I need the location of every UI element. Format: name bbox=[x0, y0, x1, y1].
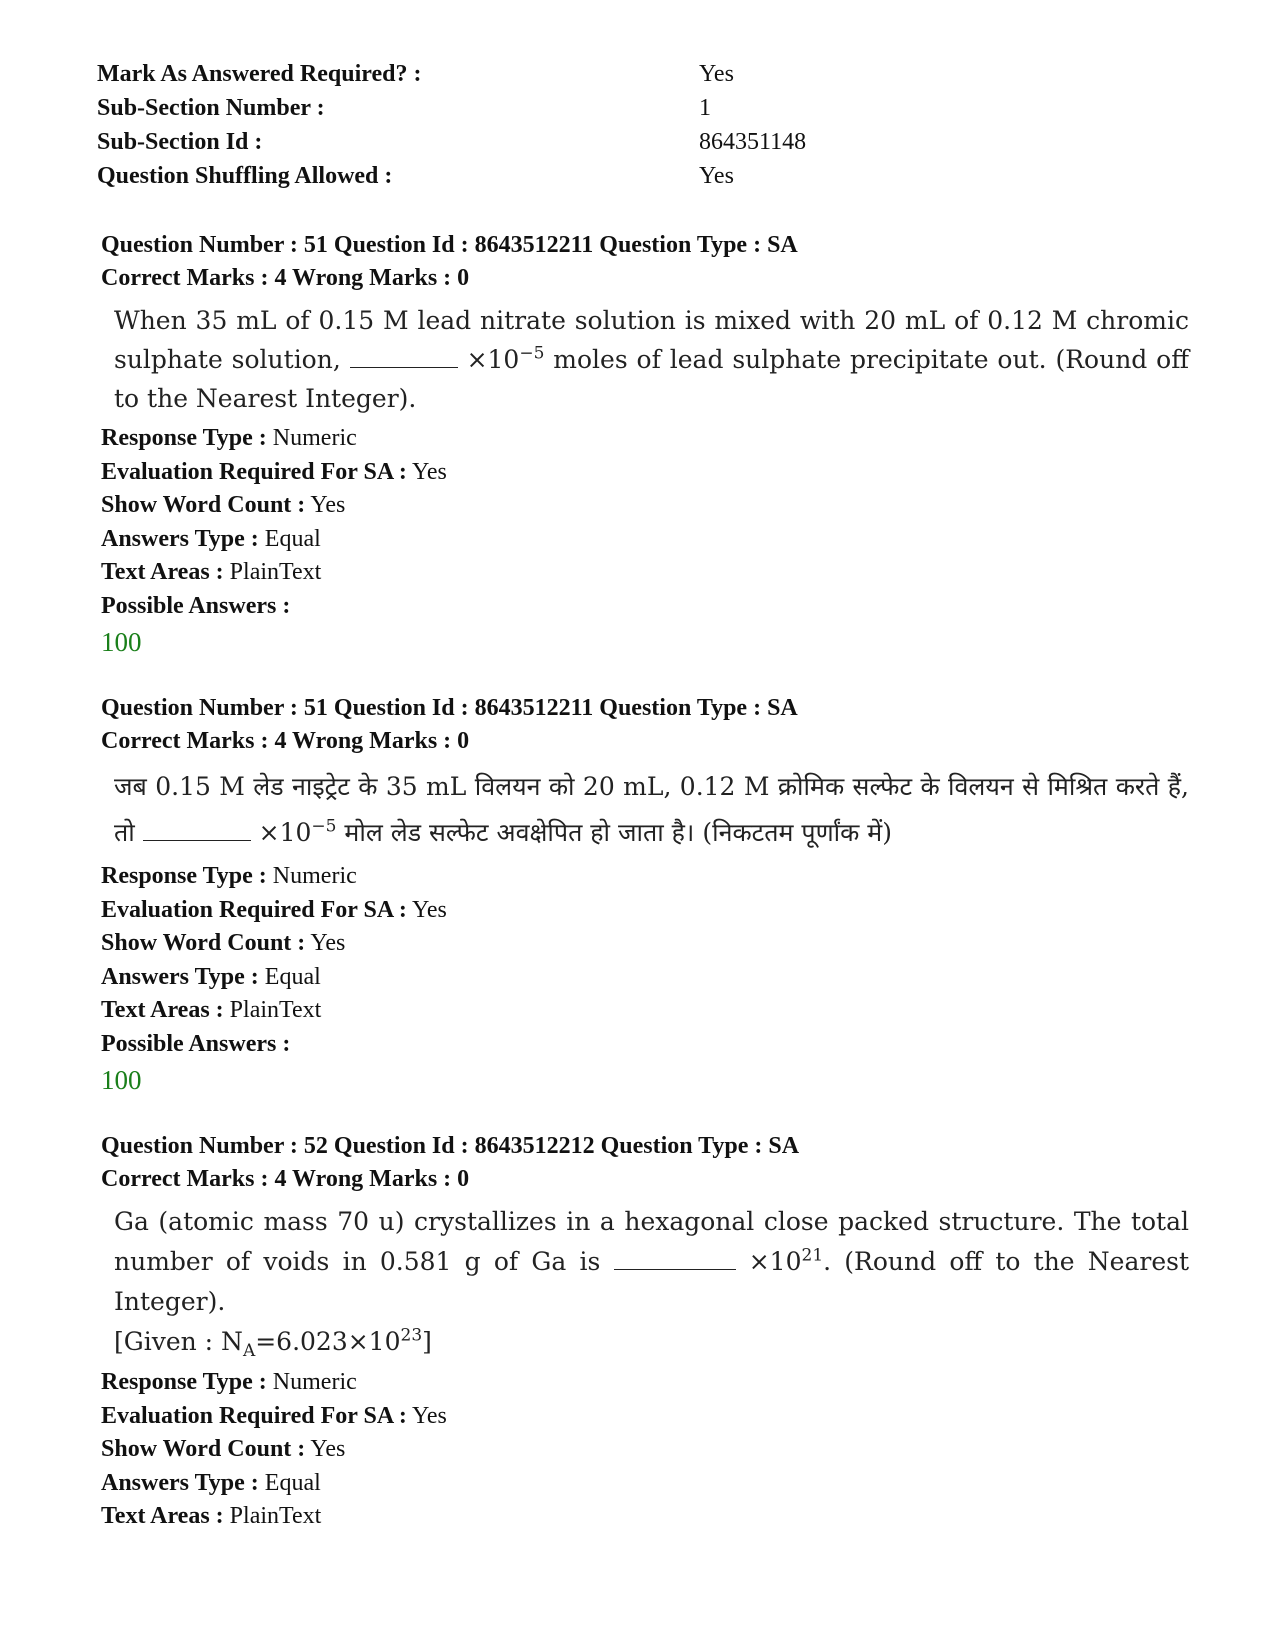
field-label: Text Areas : bbox=[101, 559, 224, 585]
field-label: Response Type : bbox=[101, 425, 267, 451]
exponent: −5 bbox=[311, 816, 337, 837]
answers-type-field bbox=[101, 1467, 1201, 1501]
evaluation-field bbox=[101, 894, 1201, 928]
meta-row bbox=[97, 91, 897, 125]
field-value: Yes bbox=[411, 1402, 447, 1429]
question-text bbox=[114, 301, 1189, 418]
question-text-part: moles of lead sulphate precipitate out. (Round off to the Nearest Integer). bbox=[114, 345, 1189, 413]
meta-key: Question Shuffling Allowed : bbox=[97, 163, 393, 189]
word-count-field bbox=[101, 1433, 1201, 1467]
question-text-part: . (Round off to the Nearest Integer). bbox=[114, 1247, 1190, 1316]
field-value: Yes bbox=[310, 930, 346, 956]
field-label: Show Word Count : bbox=[101, 492, 306, 518]
field-value: Equal bbox=[264, 1469, 321, 1496]
multiplier: ×10 bbox=[748, 1247, 802, 1276]
question-marks: Correct Marks : 4 Wrong Marks : 0 bbox=[101, 1166, 470, 1192]
question-block bbox=[101, 229, 1201, 660]
possible-answers-field bbox=[101, 1028, 1201, 1062]
question-block bbox=[101, 1130, 1201, 1534]
possible-answer: 100 bbox=[101, 627, 142, 657]
field-value: Numeric bbox=[272, 863, 357, 889]
field-label: Evaluation Required For SA : bbox=[101, 896, 407, 923]
meta-key: Sub-Section Number : bbox=[97, 95, 325, 121]
field-label: Possible Answers : bbox=[101, 592, 291, 619]
field-value: Yes bbox=[411, 896, 447, 923]
field-value: Equal bbox=[264, 525, 321, 552]
field-label: Evaluation Required For SA : bbox=[101, 1402, 407, 1429]
field-label: Response Type : bbox=[101, 863, 267, 889]
field-label: Text Areas : bbox=[101, 1503, 224, 1529]
text-areas-field bbox=[101, 994, 1201, 1028]
field-value: Yes bbox=[310, 492, 346, 518]
field-label: Show Word Count : bbox=[101, 1436, 306, 1462]
response-type-field bbox=[101, 860, 1201, 894]
meta-value: 864351148 bbox=[699, 129, 807, 155]
evaluation-field bbox=[101, 456, 1201, 490]
question-text bbox=[114, 764, 1189, 856]
question-header: Question Number : 51 Question Id : 8643512211 Question Type : SA bbox=[101, 695, 798, 721]
answer-blank bbox=[614, 1269, 736, 1270]
given-text: ] bbox=[422, 1327, 432, 1356]
word-count-field bbox=[101, 927, 1201, 961]
given-text: =6.023×10 bbox=[255, 1327, 401, 1356]
question-header: Question Number : 51 Question Id : 8643512211 Question Type : SA bbox=[101, 232, 798, 258]
field-label: Response Type : bbox=[101, 1369, 267, 1395]
given-text: [Given : N bbox=[114, 1327, 243, 1356]
question-text bbox=[114, 1202, 1189, 1362]
subscript: A bbox=[242, 1341, 256, 1361]
possible-answer: 100 bbox=[101, 1065, 142, 1095]
question-text-part: मोल लेड सल्फेट अवक्षेपित हो जाता है। (निकटतम पूर्णांक में) bbox=[344, 818, 893, 847]
possible-answers-field bbox=[101, 590, 1201, 624]
multiplier: ×10 bbox=[258, 818, 312, 847]
answers-type-field bbox=[101, 961, 1201, 995]
exponent: 23 bbox=[400, 1325, 423, 1346]
text-areas-field bbox=[101, 556, 1201, 590]
exponent: 21 bbox=[801, 1245, 824, 1266]
question-marks: Correct Marks : 4 Wrong Marks : 0 bbox=[101, 728, 470, 754]
field-label: Answers Type : bbox=[101, 963, 259, 990]
field-value: Yes bbox=[310, 1436, 346, 1462]
field-label: Answers Type : bbox=[101, 1469, 259, 1496]
meta-value: 1 bbox=[699, 95, 711, 121]
question-text-part: When 35 mL of 0.15 M lead nitrate solution is mixed with 20 mL of 0.12 M chromic sulphate solution, bbox=[114, 306, 1189, 374]
field-value: PlainText bbox=[229, 997, 322, 1023]
question-marks: Correct Marks : 4 Wrong Marks : 0 bbox=[101, 265, 470, 291]
response-type-field bbox=[101, 422, 1201, 456]
field-value: Equal bbox=[264, 963, 321, 990]
field-value: Yes bbox=[411, 458, 447, 485]
response-type-field bbox=[101, 1366, 1201, 1400]
exponent: −5 bbox=[519, 343, 545, 364]
field-label: Answers Type : bbox=[101, 525, 259, 552]
question-text-part: जब 0.15 M लेड नाइट्रेट के 35 mL विलयन को 20 mL, 0.12 M क्रोमिक सल्फेट के विलयन से मिश्रित करते हैं, तो bbox=[114, 772, 1189, 847]
answer-blank bbox=[350, 367, 458, 368]
question-header: Question Number : 52 Question Id : 8643512212 Question Type : SA bbox=[101, 1133, 800, 1159]
field-value: Numeric bbox=[272, 1369, 357, 1395]
meta-row bbox=[97, 125, 897, 159]
answer-blank bbox=[143, 840, 251, 841]
field-label: Text Areas : bbox=[101, 997, 224, 1023]
evaluation-field bbox=[101, 1400, 1201, 1434]
multiplier: ×10 bbox=[466, 345, 520, 374]
meta-key: Sub-Section Id : bbox=[97, 129, 263, 155]
meta-row bbox=[97, 57, 897, 91]
question-text-part: Ga (atomic mass 70 u) crystallizes in a hexagonal close packed structure. The total number of voids in 0.581 g of Ga is bbox=[114, 1207, 1189, 1276]
question-block bbox=[101, 692, 1201, 1098]
word-count-field bbox=[101, 489, 1201, 523]
meta-key: Mark As Answered Required? : bbox=[97, 61, 422, 87]
field-label: Evaluation Required For SA : bbox=[101, 458, 407, 485]
text-areas-field bbox=[101, 1500, 1201, 1534]
meta-value: Yes bbox=[699, 163, 734, 189]
answers-type-field bbox=[101, 523, 1201, 557]
field-value: PlainText bbox=[229, 1503, 322, 1529]
field-label: Possible Answers : bbox=[101, 1030, 291, 1057]
meta-value: Yes bbox=[699, 61, 734, 87]
meta-row bbox=[97, 159, 897, 193]
section-meta bbox=[97, 57, 897, 193]
field-value: Numeric bbox=[272, 425, 357, 451]
field-value: PlainText bbox=[229, 559, 322, 585]
field-label: Show Word Count : bbox=[101, 930, 306, 956]
